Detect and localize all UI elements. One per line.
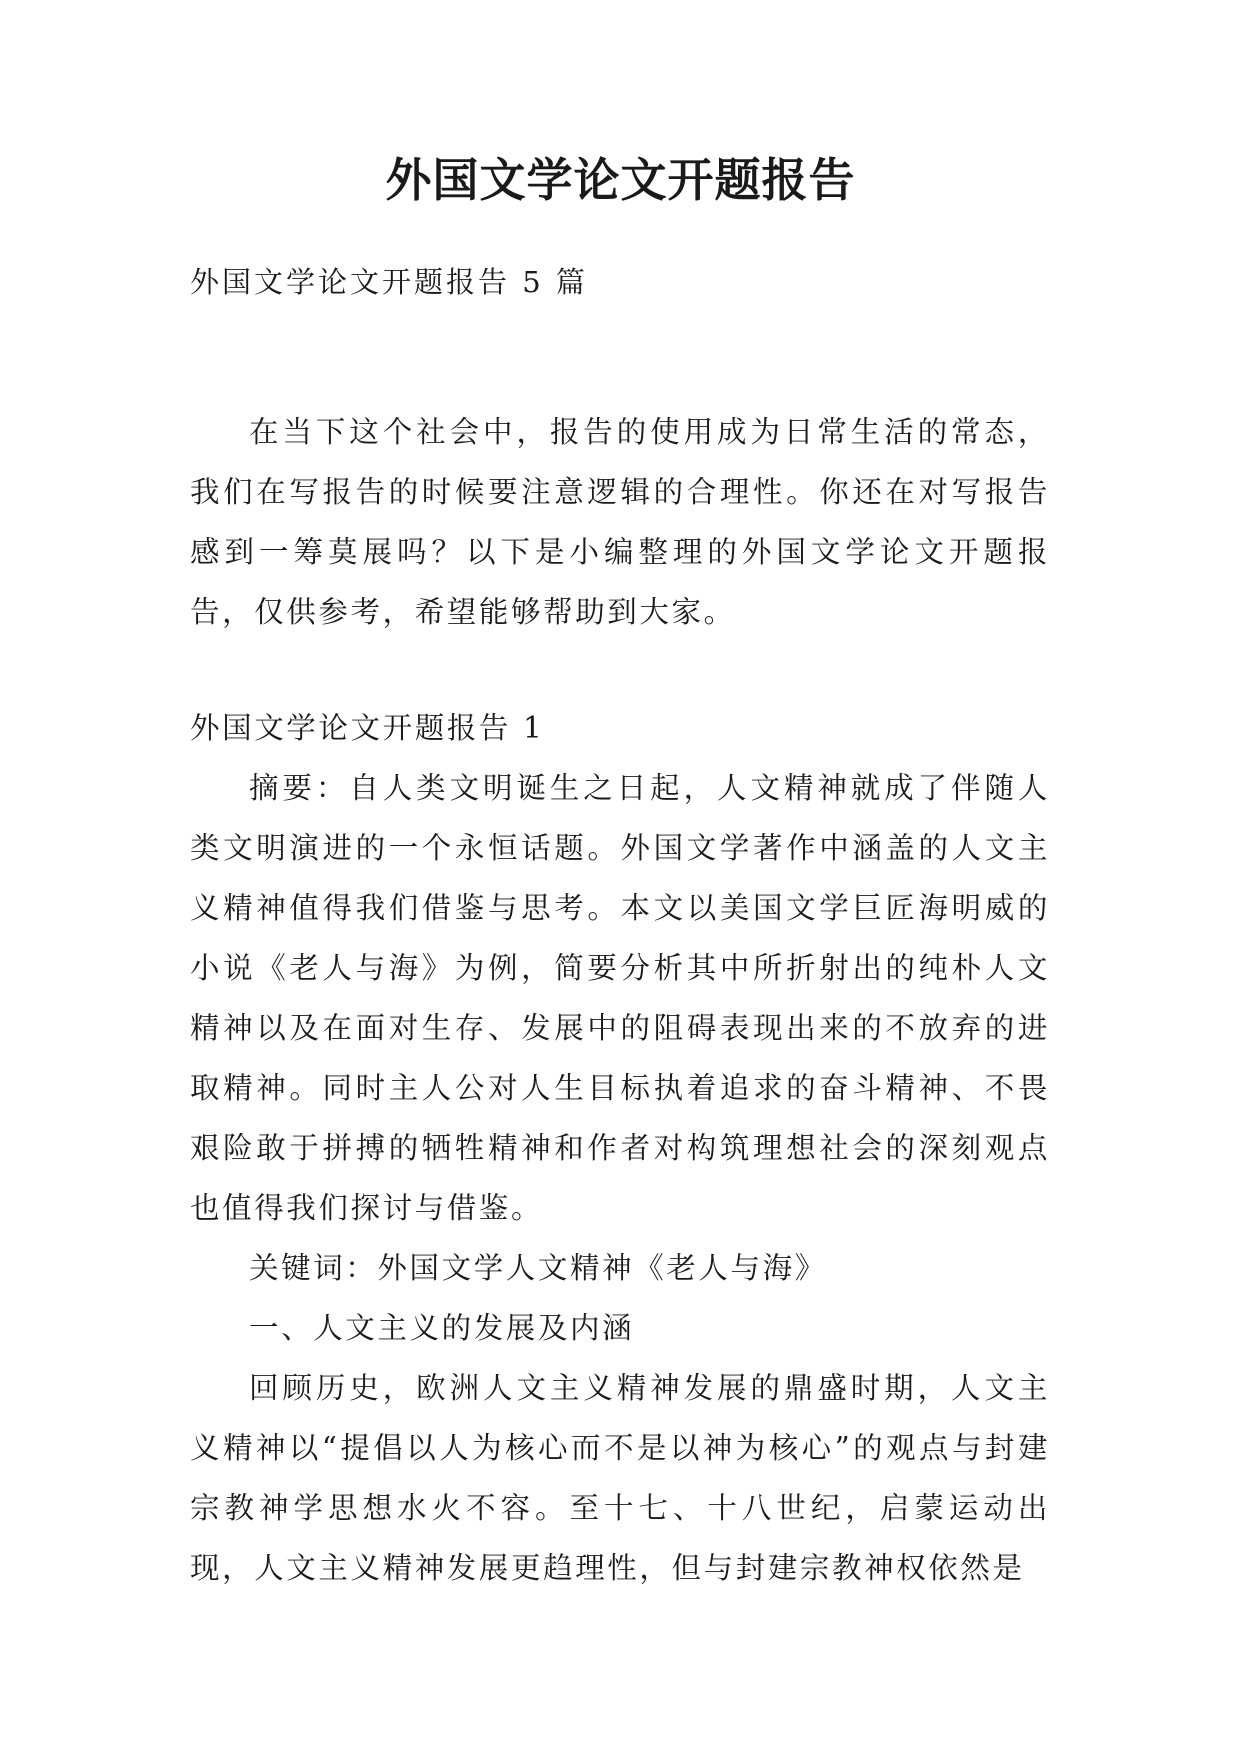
abstract-paragraph: 摘要：自人类文明诞生之日起，人文精神就成了伴随人类文明演进的一个永恒话题。外国文学著作中涵盖的人文主义精神值得我们借鉴与思考。本文以美国文学巨匠海明威的小说《老人与海》为例，简要分析其中所折射出的纯朴人文精神以及在面对生存、发展中的阻碍表现出来的不放弃的进取精神。同时主人公对人生目标执着追求的奋斗精神、不畏艰险敢于拼搏的牺牲精神和作者对构筑理想社会的深刻观点也值得我们探讨与借鉴。 <box>190 771 1050 1225</box>
section-heading-1: 一、人文主义的发展及内涵 <box>249 1311 635 1345</box>
keywords-line: 关键词：外国文学人文精神《老人与海》 <box>249 1251 827 1285</box>
section-title: 外国文学论文开题报告 1 <box>190 711 545 745</box>
intro-paragraph: 在当下这个社会中，报告的使用成为日常生活的常态，我们在写报告的时候要注意逻辑的合理性。你还在对写报告感到一筹莫展吗？以下是小编整理的外国文学论文开题报告，仅供参考，希望能够帮助到大家。 <box>190 415 1050 629</box>
section-block <box>190 698 1050 1598</box>
document-title: 外国文学论文开题报告 <box>385 153 856 207</box>
body-paragraph-1: 回顾历史，欧洲人文主义精神发展的鼎盛时期，人文主义精神以“提倡以人为核心而不是以神为核心”的观点与封建宗教神学思想水火不容。至十七、十八世纪，启蒙运动出现，人文主义精神发展更趋理性，但与封建宗教神权依然是 <box>190 1371 1050 1585</box>
document-subtitle: 外国文学论文开题报告 5 篇 <box>190 265 588 299</box>
intro-block <box>190 402 1050 642</box>
